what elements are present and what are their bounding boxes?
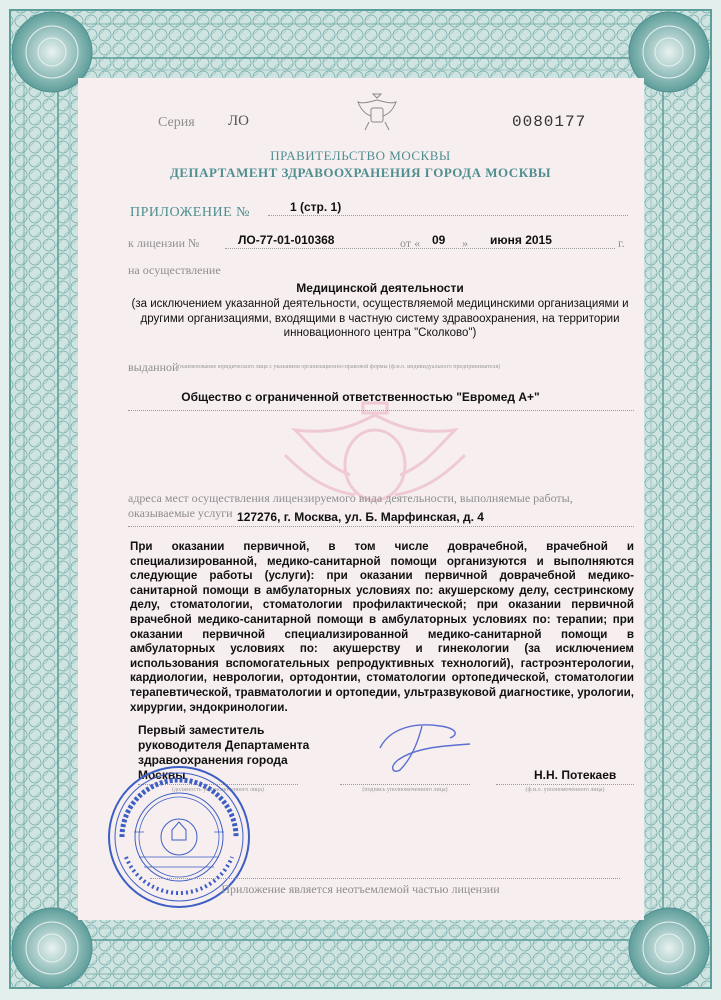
appendix-value: 1 (стр. 1) xyxy=(290,200,342,214)
activity-title: Медицинской деятельности xyxy=(296,281,464,295)
eagle-watermark-icon xyxy=(255,395,495,505)
license-month-year: июня 2015 xyxy=(490,233,552,247)
footer-note: Приложение является неотъемлемой частью лицензии xyxy=(221,882,500,896)
issued-label: выданной xyxy=(128,360,179,374)
appendix-label: ПРИЛОЖЕНИЕ № xyxy=(130,205,250,220)
hint-name: (ф.и.о. уполномоченного лица) xyxy=(525,787,605,793)
services-text: При оказании первичной, в том числе доврачебной, врачебной и специализированной, медико-санитарной помощи организуются и выполняются следующие работы (услуги): при оказании первичной доврачебной медико-санитарной помощи в амбулаторных условиях по: акушерскому делу, сестринскому делу, стоматологии, стоматологии профилактической; при оказании первичной врачебной медико-санитарной помощи в амбулаторных условиях по: терапии; при оказании первичной специализированной медико-санитарной помощи в амбулаторных условиях по: акушерству и гинекологии (за исключением использования вспомогательных репродуктивных технологий), гастроэнтерологии, кардиологии, неврологии, ортодонтии, стоматологии ортопедической, стоматологии терапевтической, травматологии и ортопедии, ультразвуковой диагностике, урологии, хирургии, эндокринологии. xyxy=(130,540,634,714)
signatory-name: Н.Н. Потекаев xyxy=(534,768,617,782)
name-underline xyxy=(496,784,634,785)
appendix-underline xyxy=(268,215,628,216)
issued-organization: Общество с ограниченной ответственностью "Евромед А+" xyxy=(181,390,540,404)
license-underline xyxy=(225,248,615,249)
license-day-close: » xyxy=(462,236,468,250)
activity-description: (за исключением указанной деятельности, осуществляемой медицинскими организациями и другими организациями, входящими в частную систему здравоохранения, на территории инновационного центра "Сколково") xyxy=(131,298,629,339)
seria-value: ЛО xyxy=(228,113,250,129)
signatory-position: Первый заместитель руководителя Департамента здравоохранения города Москвы xyxy=(138,723,310,782)
seria-label: Серия xyxy=(158,115,195,130)
document-number: 0080177 xyxy=(512,113,587,131)
government-title: ПРАВИТЕЛЬСТВО МОСКВЫ xyxy=(270,148,451,163)
license-day: 09 xyxy=(432,233,446,247)
coat-of-arms-icon xyxy=(355,92,399,132)
hint-position: (должность уполномоченного лица) xyxy=(172,787,264,793)
department-title: ДЕПАРТАМЕНТ ЗДРАВООХРАНЕНИЯ ГОРОДА МОСКВЫ xyxy=(169,165,552,180)
activity-label: на осуществление xyxy=(128,263,221,277)
handwritten-signature xyxy=(360,708,480,778)
issued-underline xyxy=(128,410,634,411)
signature-underline xyxy=(340,784,470,785)
license-prefix: к лицензии № xyxy=(128,236,200,250)
license-from-label: от « xyxy=(400,236,421,250)
footer-underline xyxy=(150,878,620,879)
address-label: адреса мест осуществления лицензируемого вида деятельности, выполняемые работы, оказываемые услуги xyxy=(128,491,573,520)
license-number: ЛО-77-01-010368 xyxy=(238,233,335,247)
address-underline xyxy=(128,526,634,527)
hint-signature: (подпись уполномоченного лица) xyxy=(362,787,448,793)
address-value: 127276, г. Москва, ул. Б. Марфинская, д. 4 xyxy=(237,510,484,524)
license-year-suffix: г. xyxy=(618,236,625,250)
issued-hint: (наименование юридического лица с указанием организационно-правовой формы (ф.и.о. индивидуального предпринимателя) xyxy=(178,364,501,370)
